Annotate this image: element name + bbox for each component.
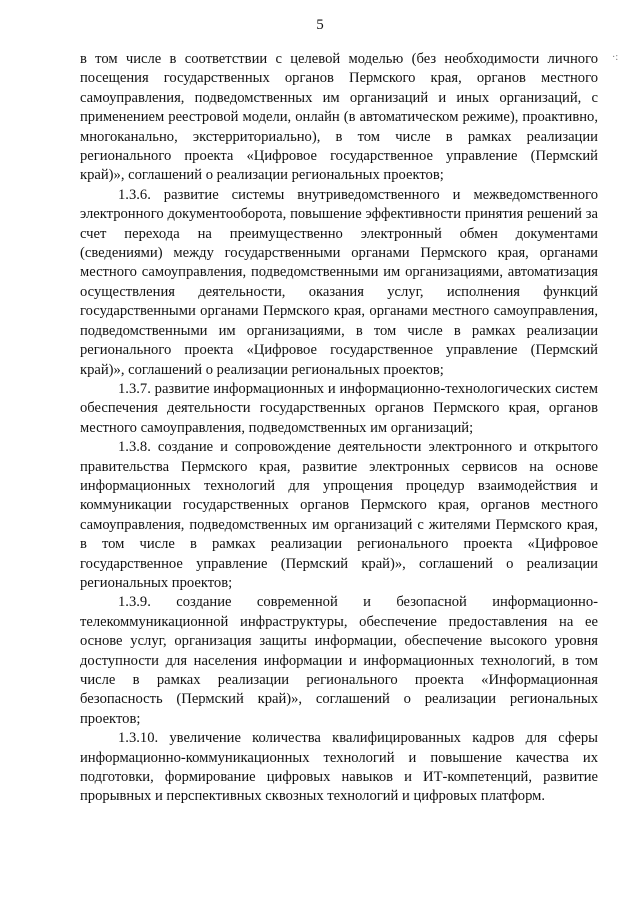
paragraph-1-3-10: 1.3.10. увеличение количества квалифицированных кадров для сферы информационно-коммуникационных технологий и повышение качества их подготовки, формирование цифровых навыков и ИТ-компетенций, развитие прорывных и перспективных сквозных технологий и цифровых платформ. bbox=[80, 730, 598, 805]
paragraph-1-3-8: 1.3.8. создание и сопровождение деятельности электронного и открытого правительства Пермского края, развитие электронных сервисов на основе информационных технологий для упрощения процедур взаимодействия и коммуникации государственных органов Пермского края, органов местного самоуправления, подведомственных им организаций с жителями Пермского края, в том числе в рамках реализации регионального проекта «Цифровое государственное управление (Пермский край)», соглашений о реализации региональных проектов; bbox=[80, 439, 598, 591]
paragraph-1-3-6: 1.3.6. развитие системы внутриведомственного и межведомственного электронного документооборота, повышение эффективности принятия решений за счет перехода на преимущественно электронный обмен документами (сведениями) между государственными органами Пермского края, органами местного самоуправления, подведомственными им организациями, автоматизация осуществления деятельности, оказания услуг, исполнения функций государственными органами Пермского края, органами местного самоуправления, подведомственными им организациями, в том числе в рамках реализации регионального проекта «Цифровое государственное управление (Пермский край)», соглашений о реализации региональных проектов; bbox=[80, 186, 598, 378]
paragraph-1-3-9: 1.3.9. создание современной и безопасной информационно-телекоммуникационной инфраструктуры, обеспечение предоставления на ее основе услуг, организация защиты информации, обеспечение высокого уровня доступности для населения информации и информационных технологий, в том числе в рамках реализации регионального проекта «Информационная безопасность (Пермский край)», соглашений о реализации региональных проектов; bbox=[80, 594, 598, 727]
scan-edge-mark: ·: bbox=[612, 52, 619, 63]
page-number: 5 bbox=[316, 17, 324, 33]
paragraph-1-3-7: 1.3.7. развитие информационных и информационно-технологических систем обеспечения деятельности государственных органов Пермского края, органов местного самоуправления, подведомственных им организаций; bbox=[80, 380, 598, 436]
paragraph-continuation: в том числе в соответствии с целевой моделью (без необходимости личного посещения государственных органов Пермского края, органов местного самоуправления, подведомственных им организаций и иных организаций, с применением реестровой модели, онлайн (в автоматическом режиме), проактивно, многоканально, экстерриториально), в том числе в рамках реализации регионального проекта «Цифровое государственное управление (Пермский край)», соглашений о реализации региональных проектов; bbox=[80, 51, 598, 184]
document-body bbox=[80, 50, 598, 807]
